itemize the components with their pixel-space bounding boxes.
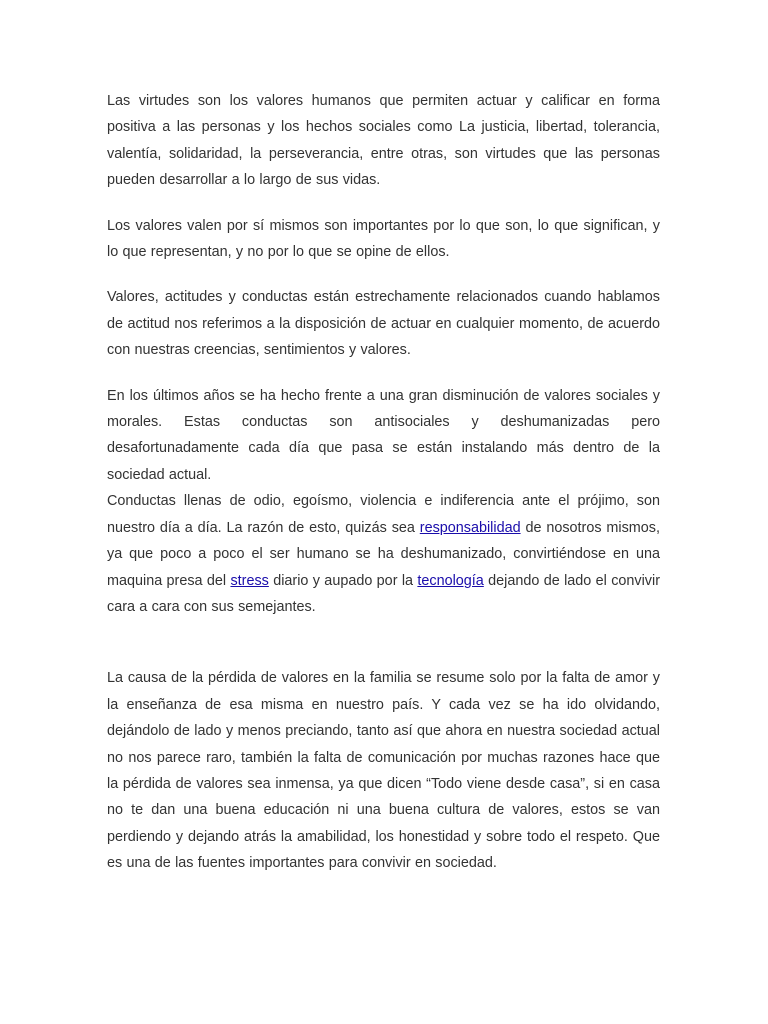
paragraph-valores-valen: Los valores valen por sí mismos son importantes por lo que son, lo que significan, y lo que representan, y no por lo que se opine de ellos. <box>107 217 660 261</box>
paragraph-spacer <box>107 620 660 665</box>
paragraph-conductas-text-4: dejando de lado el convivir cara a cara con sus semejantes. <box>107 572 660 615</box>
paragraph-conductas <box>107 488 660 620</box>
paragraph-conductas-text-1: Conductas llenas de odio, egoísmo, violencia e indiferencia ante el prójimo, son nuestro día a día. La razón de esto, quizás sea <box>107 493 660 536</box>
paragraph-causa-perdida: La causa de la pérdida de valores en la familia se resume solo por la falta de amor y la enseñanza de esa misma en nuestro país. Y cada vez se ha ido olvidando, dejándolo de lado y menos preciando, tanto así que ahora en nuestra sociedad actual no nos parece raro, también la falta de comunicación por muchas razones hace que la pérdida de valores sea inmensa, ya que dicen “Todo viene desde casa”, si en casa no te dan una buena educación ni una buena cultura de valores, estos se van perdiendo y dejando atrás la amabilidad, los honestidad y sobre todo el respeto. Que es una de las fuentes importantes para convivir en sociedad. <box>107 670 660 872</box>
link-responsabilidad[interactable]: responsabilidad <box>419 519 521 536</box>
paragraph-spacer <box>107 194 660 213</box>
paragraph-disminucion: En los últimos años se ha hecho frente a una gran disminución de valores sociales y morales. Estas conductas son antisociales y deshumanizadas pero desafortunadamente cada día que pasa se están instalando más dentro de la sociedad actual. <box>107 387 660 483</box>
paragraph-spacer <box>107 265 660 284</box>
link-stress[interactable]: stress <box>230 572 269 589</box>
paragraph-spacer <box>107 364 660 383</box>
link-tecnologia[interactable]: tecnología <box>417 572 484 589</box>
paragraph-conductas-text-3: diario y aupado por la <box>268 572 418 589</box>
paragraph-virtudes: Las virtudes son los valores humanos que permiten actuar y calificar en forma positiva a las personas y los hechos sociales como La justicia, libertad, tolerancia, valentía, solidaridad, la perseverancia, entre otras, son virtudes que las personas pueden desarrollar a lo largo de sus vidas. <box>107 93 660 189</box>
paragraph-actitudes: Valores, actitudes y conductas están estrechamente relacionados cuando hablamos de actitud nos referimos a la disposición de actuar en cualquier momento, de acuerdo con nuestras creencias, sentimientos y valores. <box>107 289 660 359</box>
paragraph-conductas-text-2: de nosotros mismos, ya que poco a poco el ser humano se ha deshumanizado, convirtiéndose en una maquina presa del <box>107 519 660 589</box>
document-page <box>107 88 660 877</box>
